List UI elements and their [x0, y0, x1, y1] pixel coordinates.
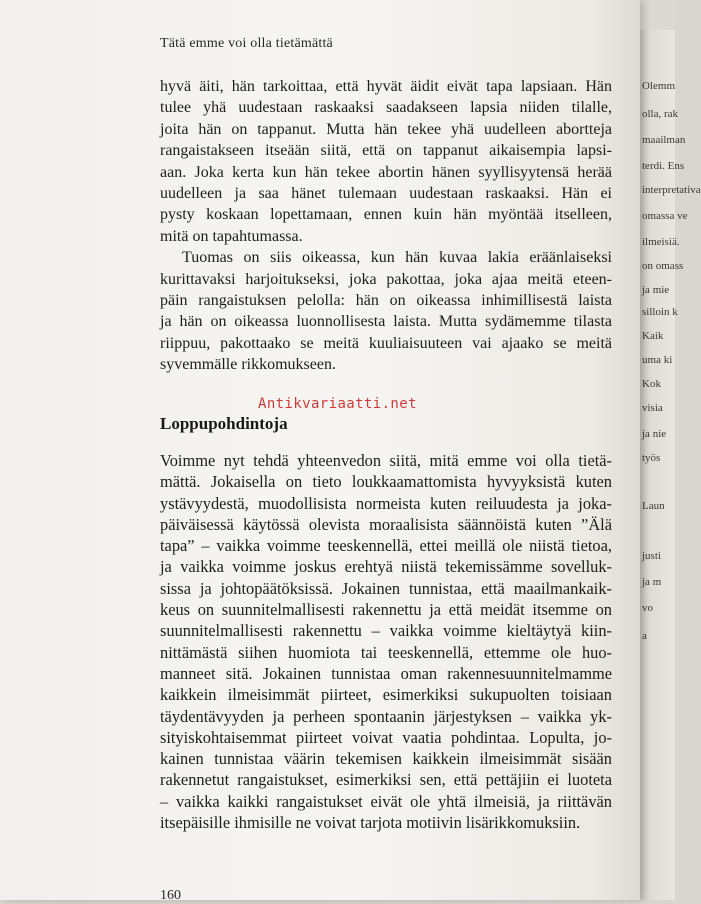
text-line: joita hän on tappanut. Mutta hän tekee yhä uudelleen abortteja: [160, 120, 612, 138]
text-line: suunnitelmallisesti rakennettu – vaikka voimme kieltäytyä kiin-: [160, 621, 612, 641]
facing-fragment: ja m: [642, 576, 662, 588]
text-line: päiväisessä käytössä olevista moraalisista säännöistä kuten ”Älä: [160, 514, 612, 534]
paragraph-1: [160, 76, 612, 247]
text-line: täydentävyyden ja perheen spontaanin järjestyksen – vaikka yk-: [160, 706, 612, 726]
text-line: pysty koskaan lopettamaan, ennen kuin hän myöntää itselleen,: [160, 206, 612, 224]
text-line: tapa” – vaikka voimme teeskennellä, ettei meillä ole niistä tietoa,: [160, 536, 612, 556]
facing-fragment: uma ki: [642, 354, 673, 366]
text-line: sissa ja johtopäätöksissä. Jokainen tunnistaa, että maailmankaik-: [160, 578, 612, 598]
text-line: päin rangaistuksen pelolla: hän on oikeassa inhimillisestä laista: [160, 292, 612, 310]
text-line: kaikkein ilmeisimmät piirteet, esimerkiksi sukupuolten toisiaan: [160, 685, 612, 705]
page-number: 160: [160, 888, 181, 903]
facing-fragment: Olemm: [642, 80, 675, 92]
text-line: sityiskohtaisemmat piirteet voivat vaatia pohdintaa. Lopulta, jo-: [160, 727, 612, 747]
text-line: kainen tunnistaa väärin tekemisen kaikkein ilmeisimmät sisään: [160, 749, 612, 769]
facing-fragment: justi: [642, 550, 661, 562]
facing-fragment: visia: [642, 402, 663, 414]
facing-fragment: Kaik: [642, 330, 664, 342]
facing-fragment: silloin k: [642, 306, 678, 318]
text-line: – vaikka kaikki rangaistukset eivät ole yhtä ilmeisiä, ja riittävän: [160, 791, 612, 811]
text-line: ja hän on oikeassa luonnollisesta laista. Mutta sydämemme tilasta: [160, 313, 612, 331]
section-heading: Loppupohdintoja: [160, 414, 288, 433]
facing-page-edge: [636, 30, 701, 900]
facing-fragment: ja nie: [642, 428, 667, 440]
text-line: riippuu, pakottaako se meitä kuuliaisuuteen vai ajaako se meitä: [160, 334, 612, 352]
text-line: rangaistakseen itseään siitä, että on tappanut aikaisempia lapsi-: [160, 142, 612, 160]
facing-fragment: olla, rak: [642, 108, 679, 120]
text-line: aan. Joka kerta kun hän tekee abortin hänen syyllisyytensä herää: [160, 163, 612, 181]
facing-fragment: a: [642, 630, 647, 642]
text-line: ja vaikka voimme joskus erehtyä niistä tekemissämme sovelluk-: [160, 557, 612, 577]
text-line: Tuomas on siis oikeassa, kun hän kuvaa lakia eräänlaiseksi: [182, 249, 612, 267]
facing-fragment: Laun: [642, 500, 665, 512]
facing-fragment: ilmeisiä.: [642, 236, 680, 248]
text-line: mättä. Jokaisella on tieto loukkaamattomista hyvyyksistä kuten: [160, 472, 612, 492]
text-line: rakennetut rangaistukset, esimerkiksi sen, että pettäjiin ei luoteta: [160, 770, 612, 790]
text-line: itsepäisille ihmisille ne voivat tarjota motiivin lisärikkomuksiin.: [160, 813, 581, 833]
text-line: syvemmälle rikkomukseen.: [160, 356, 336, 374]
body-text-bottom: [160, 450, 612, 833]
text-line: uudelleen ja saa hänet tulemaan uudestaan raskaaksi. Hän ei: [160, 185, 612, 203]
facing-fragment: interpretativa: [642, 184, 701, 196]
facing-fragment: on omass: [642, 260, 684, 272]
facing-fragment: omassa ve: [642, 210, 688, 222]
facing-fragment: ja mie: [642, 284, 670, 296]
text-line: manneet sitä. Jokainen tunnistaa oman rakennesuunnitelmamme: [160, 663, 612, 683]
facing-fragment: terdi. Ens: [642, 160, 685, 172]
text-line: keus on suunnitelmallisesti rakennettu ja että meidät itsemme on: [160, 600, 612, 620]
facing-fragment: Kok: [642, 378, 661, 390]
paragraph-3: [160, 450, 612, 833]
paragraph-2: [160, 247, 612, 375]
text-line: nittämästä siihen huomiota tai teeskennellä, ettemme ole huo-: [160, 642, 612, 662]
watermark: Antikvariaatti.net: [258, 396, 417, 412]
text-line: kurittavaksi harjoitukseksi, joka pakottaa, joka ajaa meitä eteen-: [160, 270, 612, 288]
facing-fragment: maailman: [642, 134, 686, 146]
text-line: tulee yhä uudestaan raskaaksi saadakseen lapsia niiden tilalle,: [160, 99, 612, 117]
text-line: Voimme nyt tehdä yhteenvedon siitä, mitä emme voi olla tietä-: [160, 451, 612, 470]
text-line: mitä on tapahtumassa.: [160, 227, 303, 245]
text-line: ystävyydestä, muodollisista normeista kuten reiluudesta ja joka-: [160, 493, 612, 513]
text-line: hyvä äiti, hän tarkoittaa, että hyvät äidit eivät tapa lapsiaan. Hän: [160, 78, 612, 95]
facing-fragment: vo: [642, 602, 653, 614]
facing-fragment: työs: [642, 452, 661, 464]
body-text-top: [160, 76, 612, 376]
running-head: Tätä emme voi olla tietämättä: [160, 36, 333, 51]
